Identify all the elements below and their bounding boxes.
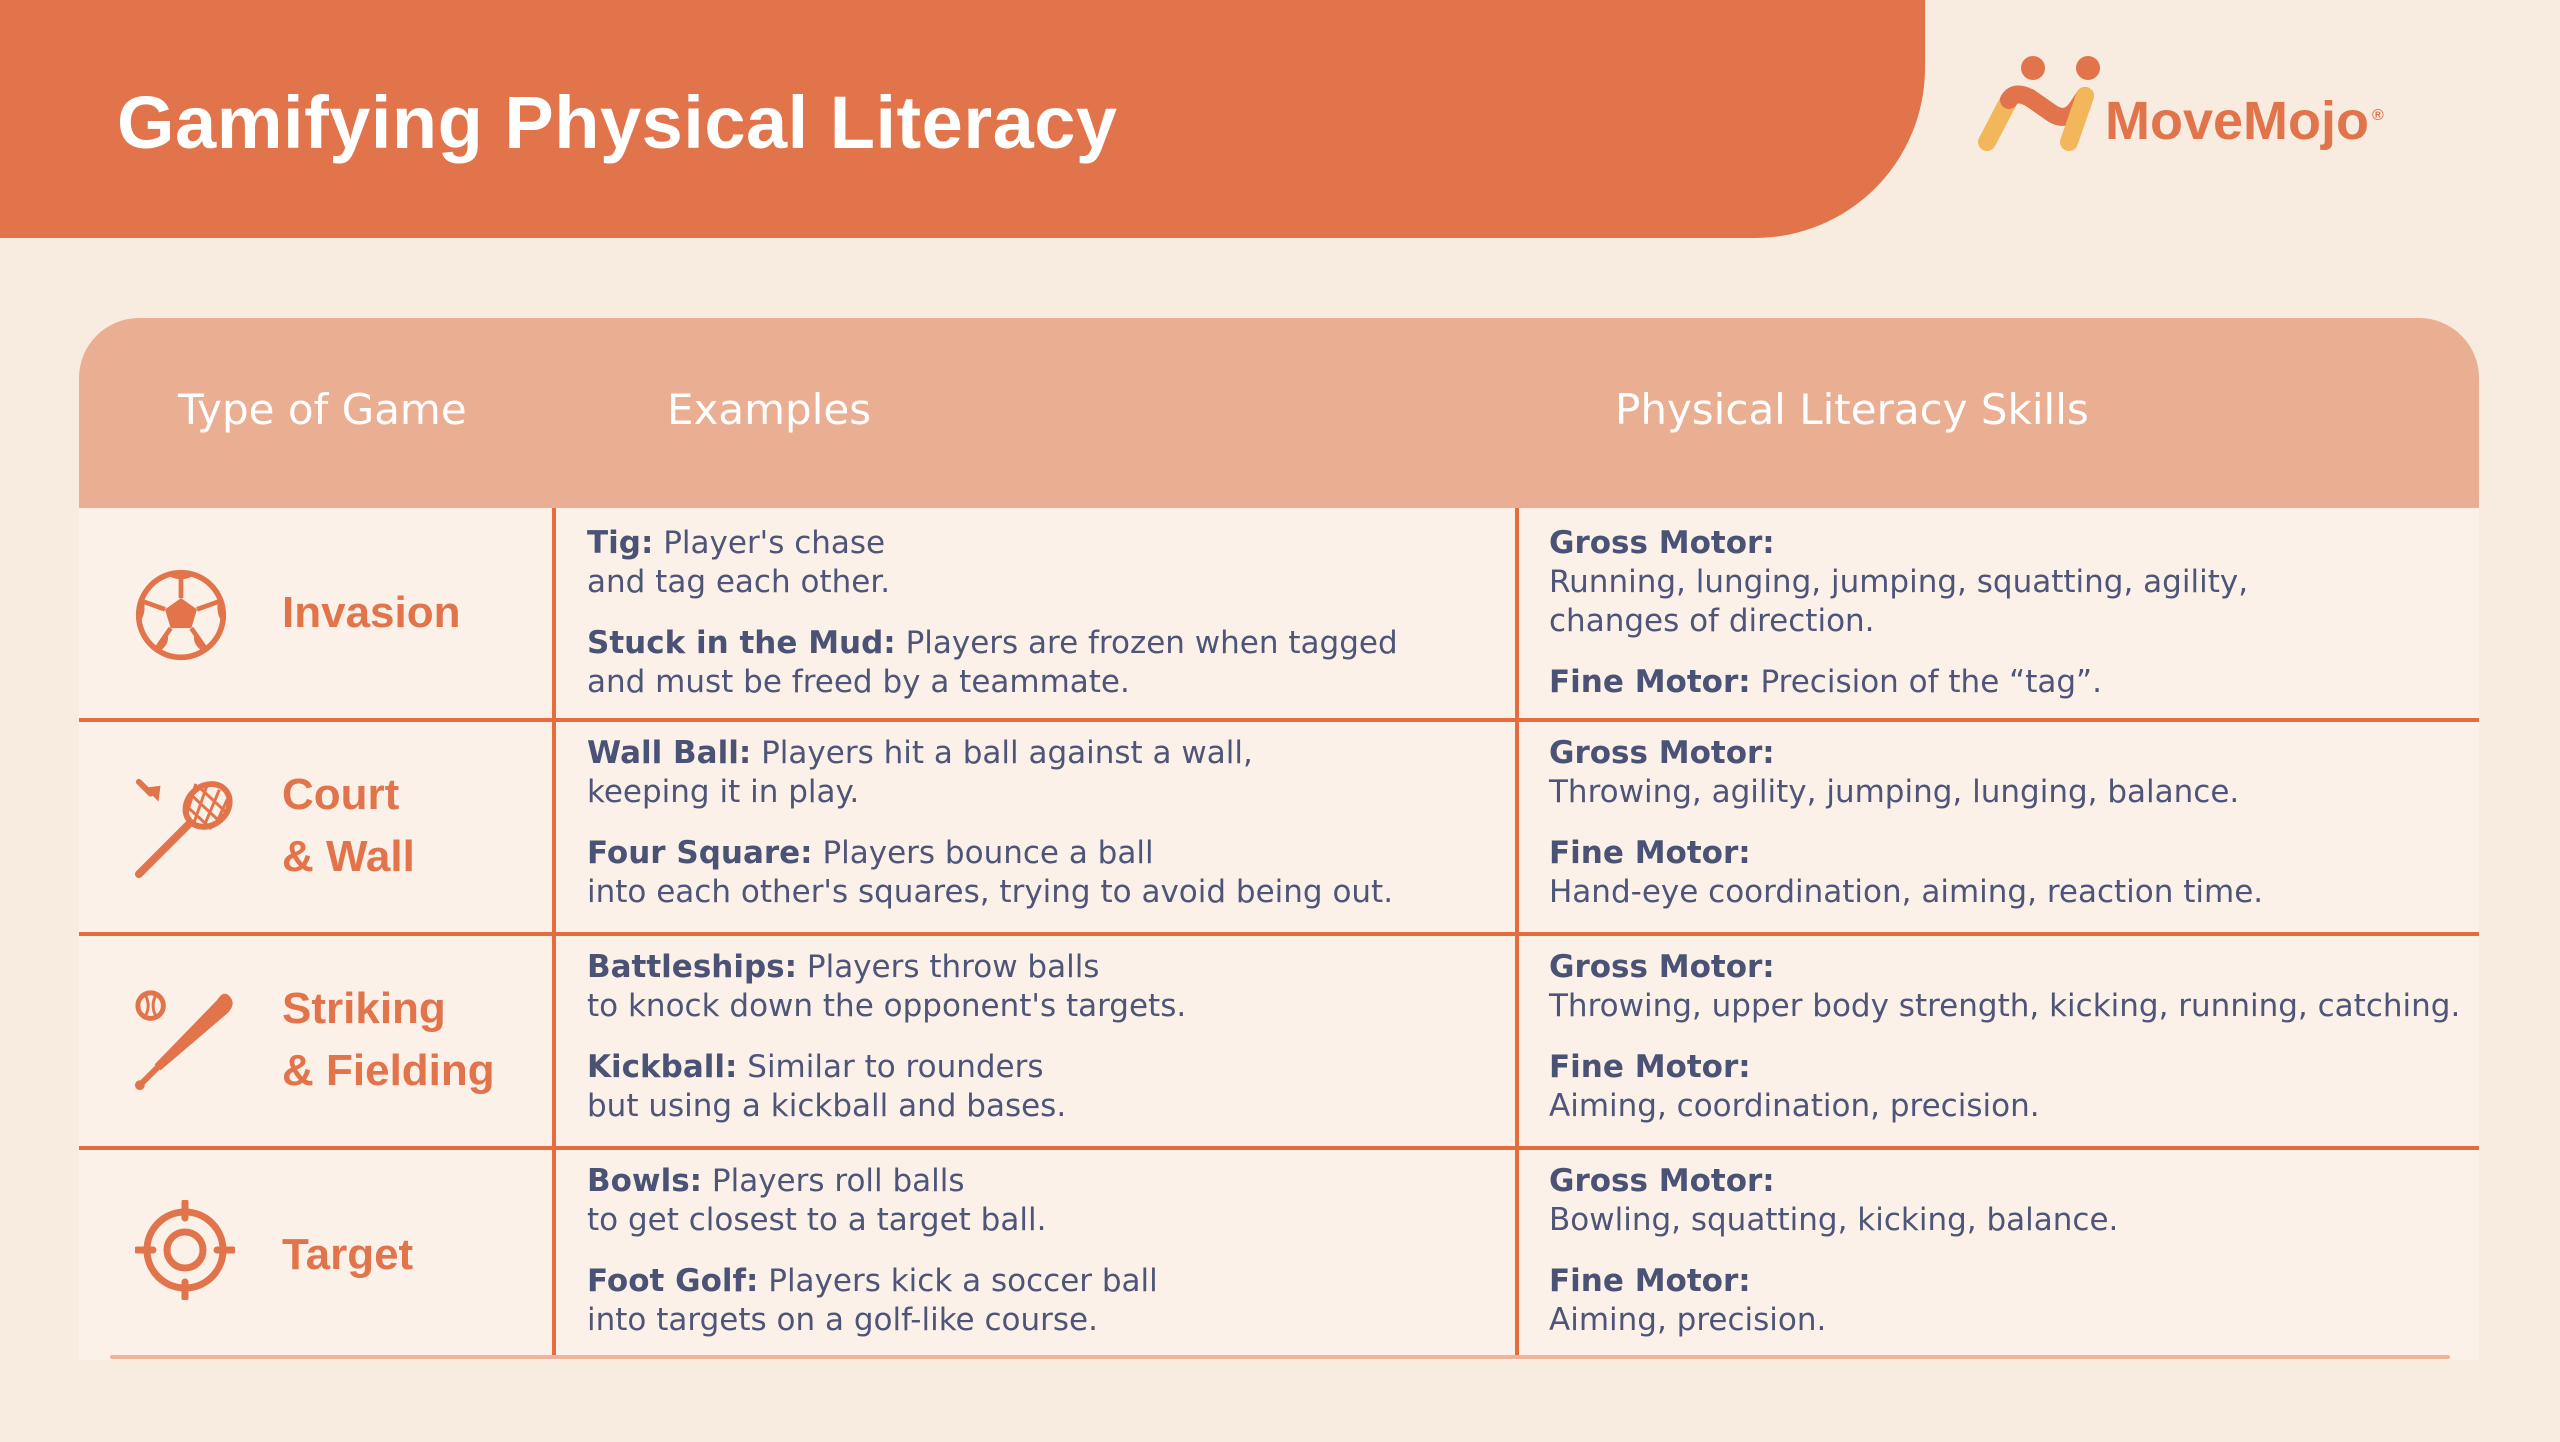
soccer-ball-icon (134, 568, 228, 662)
skills-cell: Gross Motor: Running, lunging, jumping, squatting, agility, changes of direction. Fine Motor: Precision of the “tag”. (1549, 525, 2249, 700)
column-divider (552, 508, 556, 1358)
page-title: Gamifying Physical Literacy (117, 81, 1118, 164)
examples-cell: Bowls: Players roll balls to get closest to a target ball. Foot Golf: Players kick a soccer ball into targets on a golf-like course. (587, 1163, 1158, 1338)
badminton-racket-icon (131, 774, 239, 882)
game-type-label: Invasion (282, 588, 461, 637)
game-types-table (79, 318, 2479, 1360)
table-bottom-rule (110, 1355, 2450, 1359)
table-row (79, 508, 2479, 718)
movemojo-logo-mark-icon (1975, 50, 2115, 160)
logo-wordmark: MoveMojo ® (2105, 91, 2384, 151)
game-type-label: Target (282, 1230, 414, 1279)
skills-cell: Gross Motor: Throwing, upper body strength, kicking, running, catching. Fine Motor: Aiming, coordination, precision. (1549, 949, 2461, 1124)
table-row (79, 722, 2479, 932)
column-divider (1515, 508, 1519, 1358)
examples-cell: Battleships: Players throw balls to knock down the opponent's targets. Kickball: Similar to rounders but using a kickball and bases. (587, 949, 1187, 1124)
skills-cell: Gross Motor: Throwing, agility, jumping, lunging, balance. Fine Motor: Hand-eye coordination, aiming, reaction time. (1549, 735, 2264, 910)
game-type-label: Court & Wall (282, 770, 415, 881)
skills-cell: Gross Motor: Bowling, squatting, kicking, balance. Fine Motor: Aiming, precision. (1549, 1163, 2119, 1338)
target-icon (135, 1200, 235, 1300)
game-type-label: Striking & Fielding (282, 984, 495, 1095)
column-header-skills: Physical Literacy Skills (1615, 385, 2089, 434)
baseball-bat-icon (131, 986, 239, 1094)
examples-cell: Tig: Player's chase and tag each other. Stuck in the Mud: Players are frozen when tagged and must be freed by a teammate. (587, 525, 1398, 700)
movemojo-logo (1975, 50, 2425, 160)
column-header-examples: Examples (667, 385, 872, 434)
table-header-row (79, 318, 2479, 508)
column-header-type: Type of Game (178, 385, 467, 434)
table-row (79, 1150, 2479, 1360)
table-row (79, 936, 2479, 1146)
examples-cell: Wall Ball: Players hit a ball against a wall, keeping it in play. Four Square: Players bounce a ball into each other's squares, trying to avoid being out. (587, 735, 1394, 910)
